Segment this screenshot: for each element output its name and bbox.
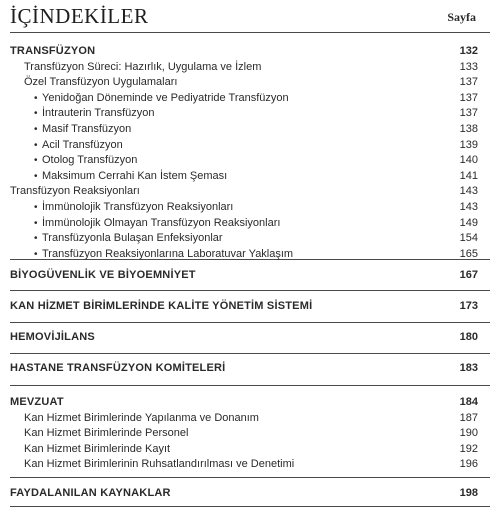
bullet-icon: • — [34, 155, 38, 167]
bullet-icon: • — [34, 92, 38, 104]
toc-page-number: 167 — [459, 269, 478, 281]
toc-page-number: 184 — [459, 396, 478, 408]
toc-entry-title: Otolog Transfüzyon — [42, 154, 138, 167]
toc-page-number: 137 — [459, 76, 478, 89]
toc-page-number: 154 — [459, 232, 478, 245]
toc-entry[interactable] — [10, 231, 490, 246]
toc-page-number: 137 — [459, 91, 478, 104]
toc-page-number: 140 — [459, 154, 478, 167]
toc-page-number: 132 — [459, 45, 478, 57]
toc-page-number: 141 — [459, 169, 478, 182]
toc-entry[interactable] — [10, 457, 490, 472]
bullet-icon: • — [34, 124, 38, 135]
toc-entry[interactable] — [10, 426, 490, 441]
page-title: İÇİNDEKİLER — [10, 4, 149, 28]
toc-entry-title: Acil Transfüzyon — [42, 138, 123, 151]
bullet-icon: • — [34, 170, 38, 182]
toc-entry[interactable] — [10, 184, 490, 199]
toc-entry-title: İntrauterin Transfüzyon — [42, 107, 155, 120]
toc-entry-title: Yenidoğan Döneminde ve Pediyatride Transfüzyon — [42, 91, 289, 104]
toc-entry-title: Kan Hizmet Birimlerinin Ruhsatlandırılması ve Denetimi — [24, 458, 295, 471]
toc-entry-title: TRANSFÜZYON — [10, 45, 96, 57]
toc-page-number: 133 — [459, 60, 478, 73]
toc-page-number: 192 — [459, 442, 478, 455]
bullet-icon: • — [34, 217, 38, 229]
toc-entry-title: Özel Transfüzyon Uygulamaları — [24, 76, 178, 89]
toc-page-number: 173 — [459, 300, 478, 312]
section-divider — [10, 506, 490, 507]
bullet-icon: • — [34, 108, 38, 120]
toc-entry-title: Transfüzyon Süreci: Hazırlık, Uygulama ve İzlem — [24, 60, 262, 73]
section-divider — [10, 290, 490, 291]
bullet-icon: • — [34, 233, 38, 245]
toc-entry-title: BİYOGÜVENLİK VE BİYOEMNİYET — [10, 269, 196, 281]
toc-header — [10, 2, 490, 30]
toc-entry[interactable] — [10, 60, 490, 75]
toc-entry-title: MEVZUAT — [10, 396, 64, 408]
toc-entry-title: Transfüzyon Reaksiyonları — [10, 185, 140, 198]
toc-section[interactable] — [10, 268, 490, 283]
section-divider — [10, 353, 490, 354]
bullet-icon: • — [34, 202, 38, 213]
toc-entry[interactable] — [10, 153, 490, 168]
toc-entry-title: Transfüzyon Reaksiyonlarına Laboratuvar Yaklaşım — [42, 247, 294, 260]
toc-section[interactable] — [10, 486, 490, 501]
toc-page-number: 183 — [459, 362, 478, 374]
toc-page-number: 143 — [459, 201, 478, 213]
toc-section[interactable] — [10, 361, 490, 376]
section-divider — [10, 32, 490, 33]
toc-entry[interactable] — [10, 247, 490, 262]
toc-entry[interactable] — [10, 442, 490, 457]
toc-entry[interactable] — [10, 106, 490, 121]
toc-entry-title: KAN HİZMET BİRİMLERİNDE KALİTE YÖNETİM SİSTEMİ — [10, 300, 313, 312]
toc-entry[interactable] — [10, 91, 490, 106]
toc-entry-title: Masif Transfüzyon — [42, 123, 132, 135]
toc-page-number: 137 — [459, 107, 478, 120]
toc-entry-title: Kan Hizmet Birimlerinde Yapılanma ve Donanım — [24, 411, 259, 424]
toc-page-number: 198 — [459, 487, 478, 499]
bullet-icon: • — [34, 248, 38, 260]
toc-entry[interactable] — [10, 216, 490, 231]
toc-entry-title: HASTANE TRANSFÜZYON KOMİTELERİ — [10, 362, 226, 374]
toc-page-number: 143 — [459, 185, 478, 198]
toc-entry[interactable] — [10, 75, 490, 90]
toc-page-number: 139 — [459, 138, 478, 151]
toc-entry-title: HEMOVİJİLANS — [10, 331, 95, 343]
toc-entry[interactable] — [10, 122, 490, 137]
toc-page-number: 180 — [459, 331, 478, 343]
toc-entry-title: Maksimum Cerrahi Kan İstem Şeması — [42, 169, 228, 182]
toc-section[interactable] — [10, 44, 490, 59]
toc-entry-title: İmmünolojik Transfüzyon Reaksiyonları — [42, 201, 234, 213]
toc-entry-title: İmmünolojik Olmayan Transfüzyon Reaksiyonları — [42, 216, 281, 229]
toc-entry-title: Transfüzyonla Bulaşan Enfeksiyonlar — [42, 232, 223, 245]
toc-entry[interactable] — [10, 138, 490, 153]
toc-entry-title: Kan Hizmet Birimlerinde Kayıt — [24, 442, 171, 455]
toc-page-number: 190 — [459, 427, 478, 440]
section-divider — [10, 385, 490, 386]
toc-entry[interactable] — [10, 411, 490, 426]
toc-page-number: 165 — [459, 247, 478, 260]
toc-entry[interactable] — [10, 169, 490, 184]
section-divider — [10, 477, 490, 478]
toc-page-number: 196 — [459, 458, 478, 471]
toc-page-number: 149 — [459, 216, 478, 229]
toc-entry-title: Kan Hizmet Birimlerinde Personel — [24, 427, 189, 440]
bullet-icon: • — [34, 139, 38, 151]
page-column-label: Sayfa — [447, 10, 476, 24]
section-divider — [10, 322, 490, 323]
toc-entry-title: FAYDALANILAN KAYNAKLAR — [10, 487, 171, 499]
toc-section[interactable] — [10, 330, 490, 345]
toc-section[interactable] — [10, 395, 490, 410]
toc-entry[interactable] — [10, 200, 490, 215]
toc-page-number: 187 — [459, 411, 478, 424]
toc-page-number: 138 — [459, 123, 478, 135]
toc-section[interactable] — [10, 299, 490, 314]
